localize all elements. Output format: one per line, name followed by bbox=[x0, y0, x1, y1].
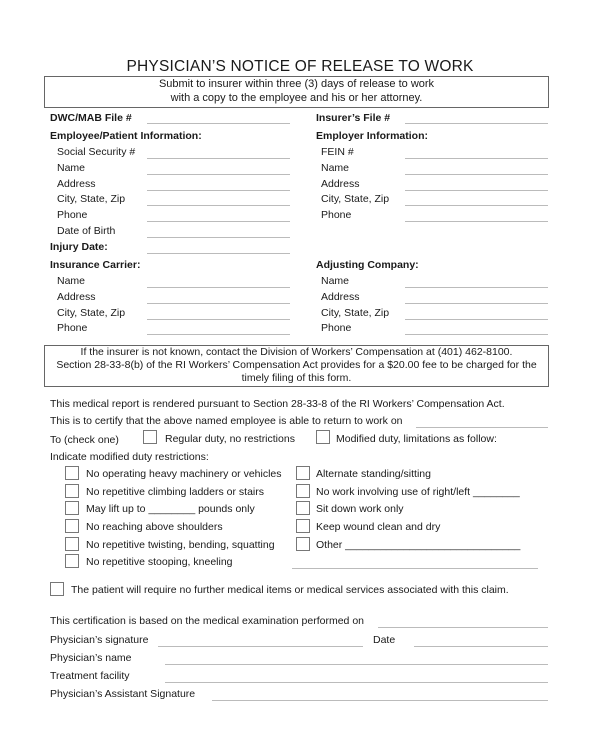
return-date-field[interactable] bbox=[416, 427, 548, 428]
restriction-lift-label: May lift up to ________ pounds only bbox=[86, 503, 255, 515]
carrier-heading: Insurance Carrier: bbox=[50, 259, 141, 271]
physician-name-label: Physician’s name bbox=[50, 652, 132, 664]
employee-city-label: City, State, Zip bbox=[57, 193, 126, 205]
employee-address-field[interactable] bbox=[147, 190, 290, 191]
restriction-other-label: Other ______________________________ bbox=[316, 539, 521, 551]
no-further-services-checkbox[interactable] bbox=[50, 582, 64, 596]
employer-fein-label: FEIN # bbox=[321, 146, 354, 158]
form-title: PHYSICIAN’S NOTICE OF RELEASE TO WORK bbox=[126, 58, 474, 75]
restriction-heavy-machinery-label: No operating heavy machinery or vehicles bbox=[86, 468, 282, 480]
assistant-signature-label: Physician’s Assistant Signature bbox=[50, 688, 196, 700]
restrictions-heading: Indicate modified duty restrictions: bbox=[50, 451, 209, 463]
assistant-signature-field[interactable] bbox=[212, 700, 548, 701]
physician-signature-field[interactable] bbox=[158, 646, 363, 647]
carrier-name-label: Name bbox=[57, 275, 86, 287]
notice-line-2: Section 28-33-8(b) of the RI Workers’ Compensation Act provides for a $20.00 fee to be charged for the bbox=[56, 359, 537, 371]
employee-dob-field[interactable] bbox=[147, 237, 290, 238]
carrier-city-label: City, State, Zip bbox=[57, 307, 126, 319]
adjusting-phone-field[interactable] bbox=[405, 334, 548, 335]
carrier-address-label: Address bbox=[57, 291, 96, 303]
employer-address-field[interactable] bbox=[405, 190, 548, 191]
restriction-right-left-checkbox[interactable] bbox=[296, 484, 310, 498]
restriction-right-left-label: No work involving use of right/left ________ bbox=[316, 486, 520, 498]
adjusting-city-label: City, State, Zip bbox=[321, 307, 390, 319]
no-further-services-label: The patient will require no further medical items or medical services associated with this claim. bbox=[71, 584, 509, 596]
employer-phone-field[interactable] bbox=[405, 221, 548, 222]
employee-city-field[interactable] bbox=[147, 205, 290, 206]
carrier-phone-label: Phone bbox=[57, 322, 88, 334]
submit-line-1: Submit to insurer within three (3) days of release to work bbox=[158, 78, 435, 90]
check-one-label: To (check one) bbox=[50, 434, 119, 446]
employer-phone-label: Phone bbox=[321, 209, 352, 221]
employee-ssn-field[interactable] bbox=[147, 158, 290, 159]
restriction-wound-checkbox[interactable] bbox=[296, 519, 310, 533]
restriction-alternate-checkbox[interactable] bbox=[296, 466, 310, 480]
restriction-heavy-machinery-checkbox[interactable] bbox=[65, 466, 79, 480]
submit-line-2: with a copy to the employee and his or her attorney. bbox=[170, 92, 423, 104]
employee-address-label: Address bbox=[57, 178, 96, 190]
notice-box bbox=[44, 345, 549, 387]
regular-duty-checkbox[interactable] bbox=[143, 430, 157, 444]
restriction-reaching-label: No reaching above shoulders bbox=[86, 521, 223, 533]
adjusting-city-field[interactable] bbox=[405, 319, 548, 320]
employee-name-label: Name bbox=[57, 162, 86, 174]
restriction-alternate-label: Alternate standing/sitting bbox=[316, 468, 431, 480]
employer-name-field[interactable] bbox=[405, 174, 548, 175]
adjusting-name-label: Name bbox=[321, 275, 350, 287]
carrier-city-field[interactable] bbox=[147, 319, 290, 320]
certify-statement: This is to certify that the above named employee is able to return to work on bbox=[50, 415, 403, 427]
restriction-stooping-label: No repetitive stooping, kneeling bbox=[86, 556, 233, 568]
employer-city-label: City, State, Zip bbox=[321, 193, 390, 205]
injury-date-label: Injury Date: bbox=[50, 241, 108, 253]
notice-line-3: timely filing of this form. bbox=[241, 372, 352, 384]
treatment-facility-field[interactable] bbox=[165, 682, 548, 683]
restriction-other-checkbox[interactable] bbox=[296, 537, 310, 551]
signature-date-field[interactable] bbox=[414, 646, 548, 647]
dwc-file-field[interactable] bbox=[147, 123, 290, 124]
certification-statement: This certification is based on the medical examination performed on bbox=[50, 615, 364, 627]
restriction-twisting-label: No repetitive twisting, bending, squatting bbox=[86, 539, 275, 551]
employee-heading: Employee/Patient Information: bbox=[50, 130, 202, 142]
adjusting-phone-label: Phone bbox=[321, 322, 352, 334]
employee-phone-field[interactable] bbox=[147, 221, 290, 222]
examination-date-field[interactable] bbox=[378, 627, 548, 628]
restriction-wound-label: Keep wound clean and dry bbox=[316, 521, 441, 533]
restriction-climbing-checkbox[interactable] bbox=[65, 484, 79, 498]
date-label: Date bbox=[373, 634, 396, 646]
modified-duty-checkbox[interactable] bbox=[316, 430, 330, 444]
carrier-name-field[interactable] bbox=[147, 287, 290, 288]
restriction-reaching-checkbox[interactable] bbox=[65, 519, 79, 533]
report-statement: This medical report is rendered pursuant to Section 28-33-8 of the RI Workers’ Compensation Act. bbox=[50, 398, 505, 410]
restriction-climbing-label: No repetitive climbing ladders or stairs bbox=[86, 486, 264, 498]
adjusting-heading: Adjusting Company: bbox=[316, 259, 419, 271]
restriction-twisting-checkbox[interactable] bbox=[65, 537, 79, 551]
adjusting-address-label: Address bbox=[321, 291, 360, 303]
carrier-address-field[interactable] bbox=[147, 303, 290, 304]
carrier-phone-field[interactable] bbox=[147, 334, 290, 335]
modified-duty-label: Modified duty, limitations as follow: bbox=[336, 433, 497, 445]
injury-date-field[interactable] bbox=[147, 253, 290, 254]
physician-signature-label: Physician’s signature bbox=[50, 634, 149, 646]
physician-name-field[interactable] bbox=[165, 664, 548, 665]
employer-city-field[interactable] bbox=[405, 205, 548, 206]
employee-ssn-label: Social Security # bbox=[57, 146, 136, 158]
insurer-file-label: Insurer’s File # bbox=[316, 112, 391, 124]
stooping-extra-field[interactable] bbox=[292, 568, 538, 569]
adjusting-name-field[interactable] bbox=[405, 287, 548, 288]
employer-name-label: Name bbox=[321, 162, 350, 174]
employee-phone-label: Phone bbox=[57, 209, 88, 221]
employee-dob-label: Date of Birth bbox=[57, 225, 116, 237]
dwc-file-label: DWC/MAB File # bbox=[50, 112, 132, 124]
employer-fein-field[interactable] bbox=[405, 158, 548, 159]
restriction-stooping-checkbox[interactable] bbox=[65, 554, 79, 568]
employer-heading: Employer Information: bbox=[316, 130, 429, 142]
adjusting-address-field[interactable] bbox=[405, 303, 548, 304]
employee-name-field[interactable] bbox=[147, 174, 290, 175]
treatment-facility-label: Treatment facility bbox=[50, 670, 130, 682]
restriction-sit-down-label: Sit down work only bbox=[316, 503, 404, 515]
notice-line-1: If the insurer is not known, contact the Division of Workers’ Compensation at (401) 462-8100. bbox=[80, 346, 513, 358]
submit-instructions-box bbox=[44, 76, 549, 108]
insurer-file-field[interactable] bbox=[405, 123, 548, 124]
restriction-lift-checkbox[interactable] bbox=[65, 501, 79, 515]
restriction-sit-down-checkbox[interactable] bbox=[296, 501, 310, 515]
regular-duty-label: Regular duty, no restrictions bbox=[165, 433, 295, 445]
employer-address-label: Address bbox=[321, 178, 360, 190]
